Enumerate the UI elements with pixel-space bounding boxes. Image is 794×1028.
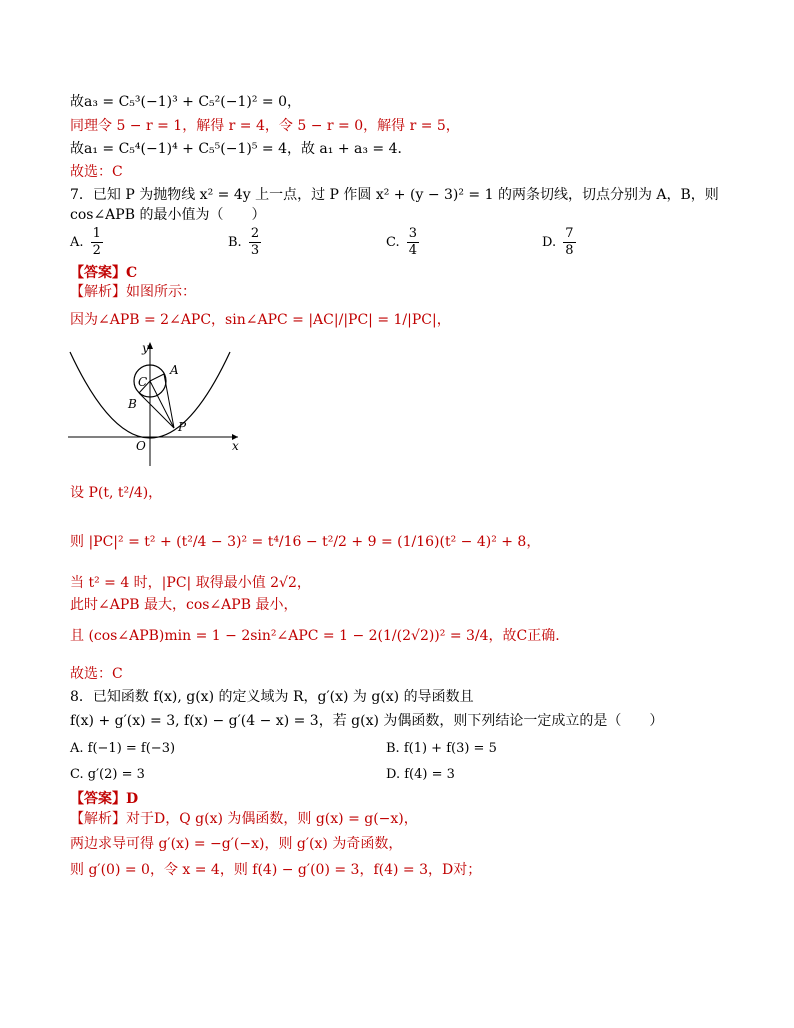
label-o: O xyxy=(136,439,146,453)
label-x: x xyxy=(232,439,239,453)
q7-explanation-cos-min: 且 (cos∠APB)min = 1 − 2sin²∠APC = 1 − 2(1/(2√2))² = 3/4，故C正确. xyxy=(70,628,560,644)
label-y: y xyxy=(142,341,149,355)
q8-option-b: B. f(1) + f(3) = 5 xyxy=(386,741,497,756)
q8-option-c: C. g′(2) = 3 xyxy=(70,767,145,782)
q7-explanation-set-p: 设 P(t, t²/4)， xyxy=(70,485,163,501)
q7-explanation-max-angle: 此时∠APB 最大，cos∠APB 最小， xyxy=(70,597,298,613)
q7-answer-choice: 故选：C xyxy=(70,666,123,682)
q7-answer: 【答案】C xyxy=(70,265,138,281)
segment-ca xyxy=(150,374,164,381)
label-c: C xyxy=(138,375,148,389)
segment-cp xyxy=(150,381,174,428)
q8-option-d: D. f(4) = 3 xyxy=(386,767,455,782)
question-8-stem: 8．已知函数 f(x), g(x) 的定义域为 R，g′(x) 为 g(x) 的导函数且 xyxy=(70,689,474,705)
q8-explanation-2: 两边求导可得 g′(x) = −g′(−x)，则 g′(x) 为奇函数， xyxy=(70,836,403,852)
q7-explanation-angle: 因为∠APB = 2∠APC，sin∠APC = |AC|/|PC| = 1/|PC|， xyxy=(70,312,451,328)
q7-option-c: C. $\frac{3}{4}$ xyxy=(386,226,418,258)
label-p: P xyxy=(178,420,187,434)
q7-option-a: A. $\frac{1}{2}$ xyxy=(70,226,101,258)
question-7-stem-cont: cos∠APB 的最小值为（ ） xyxy=(70,207,266,223)
q7-option-d: D. $\frac{7}{8}$ xyxy=(542,226,574,258)
q7-explanation-min: 当 t² = 4 时，|PC| 取得最小值 2√2， xyxy=(70,575,311,591)
solution-line-r-values: 同理令 5 − r = 1，解得 r = 4，令 5 − r = 0，解得 r = 5， xyxy=(70,118,460,134)
q8-option-a: A. f(−1) = f(−3) xyxy=(70,741,176,756)
label-a: A xyxy=(170,363,179,377)
parabola-circle-figure xyxy=(66,338,246,470)
q8-explanation-1: 【解析】对于D，Q g(x) 为偶函数，则 g(x) = g(−x)， xyxy=(70,811,418,827)
q7-explanation-heading: 【解析】如图所示： xyxy=(70,284,196,300)
q7-explanation-pc-squared: 则 |PC|² = t² + (t²/4 − 3)² = t⁴/16 − t²/2 + 9 = (1/16)(t² − 4)² + 8， xyxy=(70,534,541,550)
question-7-stem: 7．已知 P 为抛物线 x² = 4y 上一点，过 P 作圆 x² + (y − 3)² = 1 的两条切线，切点分别为 A，B，则 xyxy=(70,187,719,203)
label-b: B xyxy=(128,397,137,411)
q8-explanation-3: 则 g′(0) = 0，令 x = 4，则 f(4) − g′(0) = 3，f(4) = 3，D对； xyxy=(70,862,482,878)
question-8-stem-cont: f(x) + g′(x) = 3, f(x) − g′(4 − x) = 3，若 g(x) 为偶函数，则下列结论一定成立的是（ ） xyxy=(70,713,664,729)
q8-answer: 【答案】D xyxy=(70,791,139,807)
q7-option-b: B. $\frac{2}{3}$ xyxy=(228,226,260,258)
solution-line-a3: 故a₃ = C₅³(−1)³ + C₅²(−1)² = 0， xyxy=(70,94,301,110)
answer-choice-6: 故选：C xyxy=(70,164,123,180)
solution-line-a1: 故a₁ = C₅⁴(−1)⁴ + C₅⁵(−1)⁵ = 4，故 a₁ + a₃ = 4． xyxy=(70,141,412,157)
